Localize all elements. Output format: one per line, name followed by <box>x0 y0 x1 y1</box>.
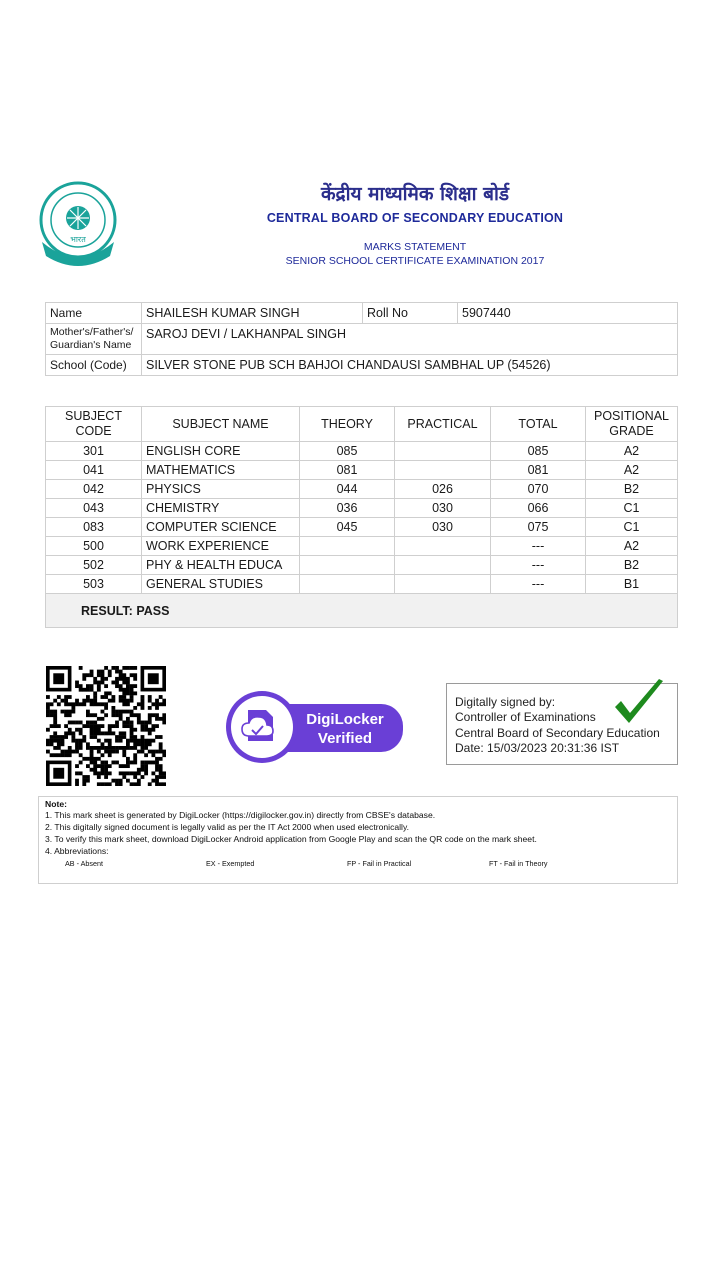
digilocker-verified-badge <box>225 690 406 764</box>
total-marks: --- <box>491 575 586 594</box>
abbreviation-item: EX - Exempted <box>206 859 255 868</box>
notes-title: Note: <box>45 799 67 809</box>
notes-section <box>38 796 678 884</box>
svg-text:DigiLocker: DigiLocker <box>306 711 384 728</box>
note-item: 1. This mark sheet is generated by DigiLocker (https://digilocker.gov.in) directly from CBSE's database. <box>45 810 436 820</box>
subject-code: 041 <box>46 461 142 480</box>
abbreviation-item: FT - Fail in Theory <box>489 859 548 868</box>
signer-title: Controller of Examinations <box>455 710 596 724</box>
col-subject-code: SUBJECT CODE <box>46 407 142 442</box>
svg-text:Verified: Verified <box>317 730 373 747</box>
table-row <box>46 556 678 575</box>
board-title: CENTRAL BOARD OF SECONDARY EDUCATION <box>266 211 564 225</box>
practical-marks <box>395 537 491 556</box>
subject-code: 301 <box>46 442 142 461</box>
practical-marks <box>395 556 491 575</box>
guardian-row <box>46 324 678 355</box>
subject-code: 500 <box>46 537 142 556</box>
subject-name: PHYSICS <box>142 480 300 499</box>
grade: A2 <box>586 442 678 461</box>
subject-code: 083 <box>46 518 142 537</box>
grade: A2 <box>586 537 678 556</box>
subject-name: GENERAL STUDIES <box>142 575 300 594</box>
result-row <box>46 594 678 628</box>
checkmark-icon <box>611 677 667 731</box>
subject-name: COMPUTER SCIENCE <box>142 518 300 537</box>
note-item: 3. To verify this mark sheet, download DigiLocker Android application from Google Play and scan the QR code on the mark sheet. <box>45 834 537 844</box>
subject-code: 042 <box>46 480 142 499</box>
table-row <box>46 518 678 537</box>
name-row <box>46 303 678 324</box>
note-item: 2. This digitally signed document is legally valid as per the IT Act 2000 when used electronically. <box>45 822 410 832</box>
guardian-name: SAROJ DEVI / LAKHANPAL SINGH <box>142 324 678 355</box>
name-label: Name <box>46 303 142 324</box>
grade: B2 <box>586 556 678 575</box>
digital-signature-box[interactable] <box>446 683 678 765</box>
theory-marks: 036 <box>300 499 395 518</box>
signer-org: Central Board of Secondary Education <box>455 726 660 740</box>
subject-name: WORK EXPERIENCE <box>142 537 300 556</box>
subject-name: CHEMISTRY <box>142 499 300 518</box>
subject-name: ENGLISH CORE <box>142 442 300 461</box>
guardian-label: Mother's/Father's/ Guardian's Name <box>46 324 142 355</box>
school-name: SILVER STONE PUB SCH BAHJOI CHANDAUSI SAMBHAL UP (54526) <box>142 355 678 376</box>
roll-number: 5907440 <box>458 303 678 324</box>
hindi-title: केंद्रीय माध्यमिक शिक्षा बोर्ड <box>320 183 510 205</box>
col-total: TOTAL <box>491 407 586 442</box>
subject-name: MATHEMATICS <box>142 461 300 480</box>
student-info-table <box>45 302 678 376</box>
total-marks: 066 <box>491 499 586 518</box>
table-row <box>46 480 678 499</box>
col-positional-grade: POSITIONAL GRADE <box>586 407 678 442</box>
col-subject-name: SUBJECT NAME <box>142 407 300 442</box>
exam-title: SENIOR SCHOOL CERTIFICATE EXAMINATION 2017 <box>285 255 545 267</box>
total-marks: --- <box>491 537 586 556</box>
subject-name: PHY & HEALTH EDUCA <box>142 556 300 575</box>
theory-marks: 081 <box>300 461 395 480</box>
abbreviation-item: FP - Fail in Practical <box>347 859 412 868</box>
total-marks: 070 <box>491 480 586 499</box>
table-row <box>46 442 678 461</box>
result-text: RESULT: PASS <box>46 594 678 628</box>
total-marks: 085 <box>491 442 586 461</box>
practical-marks <box>395 461 491 480</box>
grade: B1 <box>586 575 678 594</box>
school-label: School (Code) <box>46 355 142 376</box>
svg-text:भारत: भारत <box>70 235 86 244</box>
total-marks: 081 <box>491 461 586 480</box>
student-name: SHAILESH KUMAR SINGH <box>142 303 363 324</box>
theory-marks <box>300 537 395 556</box>
col-theory: THEORY <box>300 407 395 442</box>
practical-marks: 030 <box>395 499 491 518</box>
practical-marks <box>395 442 491 461</box>
marks-table <box>45 406 678 628</box>
grade: C1 <box>586 499 678 518</box>
theory-marks <box>300 556 395 575</box>
theory-marks: 045 <box>300 518 395 537</box>
note-item: 4. Abbreviations: <box>45 846 109 856</box>
theory-marks <box>300 575 395 594</box>
subject-code: 043 <box>46 499 142 518</box>
practical-marks: 026 <box>395 480 491 499</box>
table-row <box>46 537 678 556</box>
theory-marks: 085 <box>300 442 395 461</box>
grade: A2 <box>586 461 678 480</box>
table-row <box>46 461 678 480</box>
cbse-logo <box>36 180 120 272</box>
roll-label: Roll No <box>363 303 458 324</box>
theory-marks: 044 <box>300 480 395 499</box>
signature-date: Date: 15/03/2023 20:31:36 IST <box>455 741 620 755</box>
grade: C1 <box>586 518 678 537</box>
grade: B2 <box>586 480 678 499</box>
col-practical: PRACTICAL <box>395 407 491 442</box>
practical-marks: 030 <box>395 518 491 537</box>
signed-by-label: Digitally signed by: <box>455 695 556 709</box>
table-row <box>46 575 678 594</box>
table-row <box>46 499 678 518</box>
abbreviation-item: AB - Absent <box>65 859 103 868</box>
total-marks: 075 <box>491 518 586 537</box>
practical-marks <box>395 575 491 594</box>
subject-code: 502 <box>46 556 142 575</box>
subject-code: 503 <box>46 575 142 594</box>
school-row <box>46 355 678 376</box>
total-marks: --- <box>491 556 586 575</box>
marks-header-row <box>46 407 678 442</box>
marks-statement-title: MARKS STATEMENT <box>363 241 467 253</box>
qr-code[interactable] <box>46 666 166 786</box>
